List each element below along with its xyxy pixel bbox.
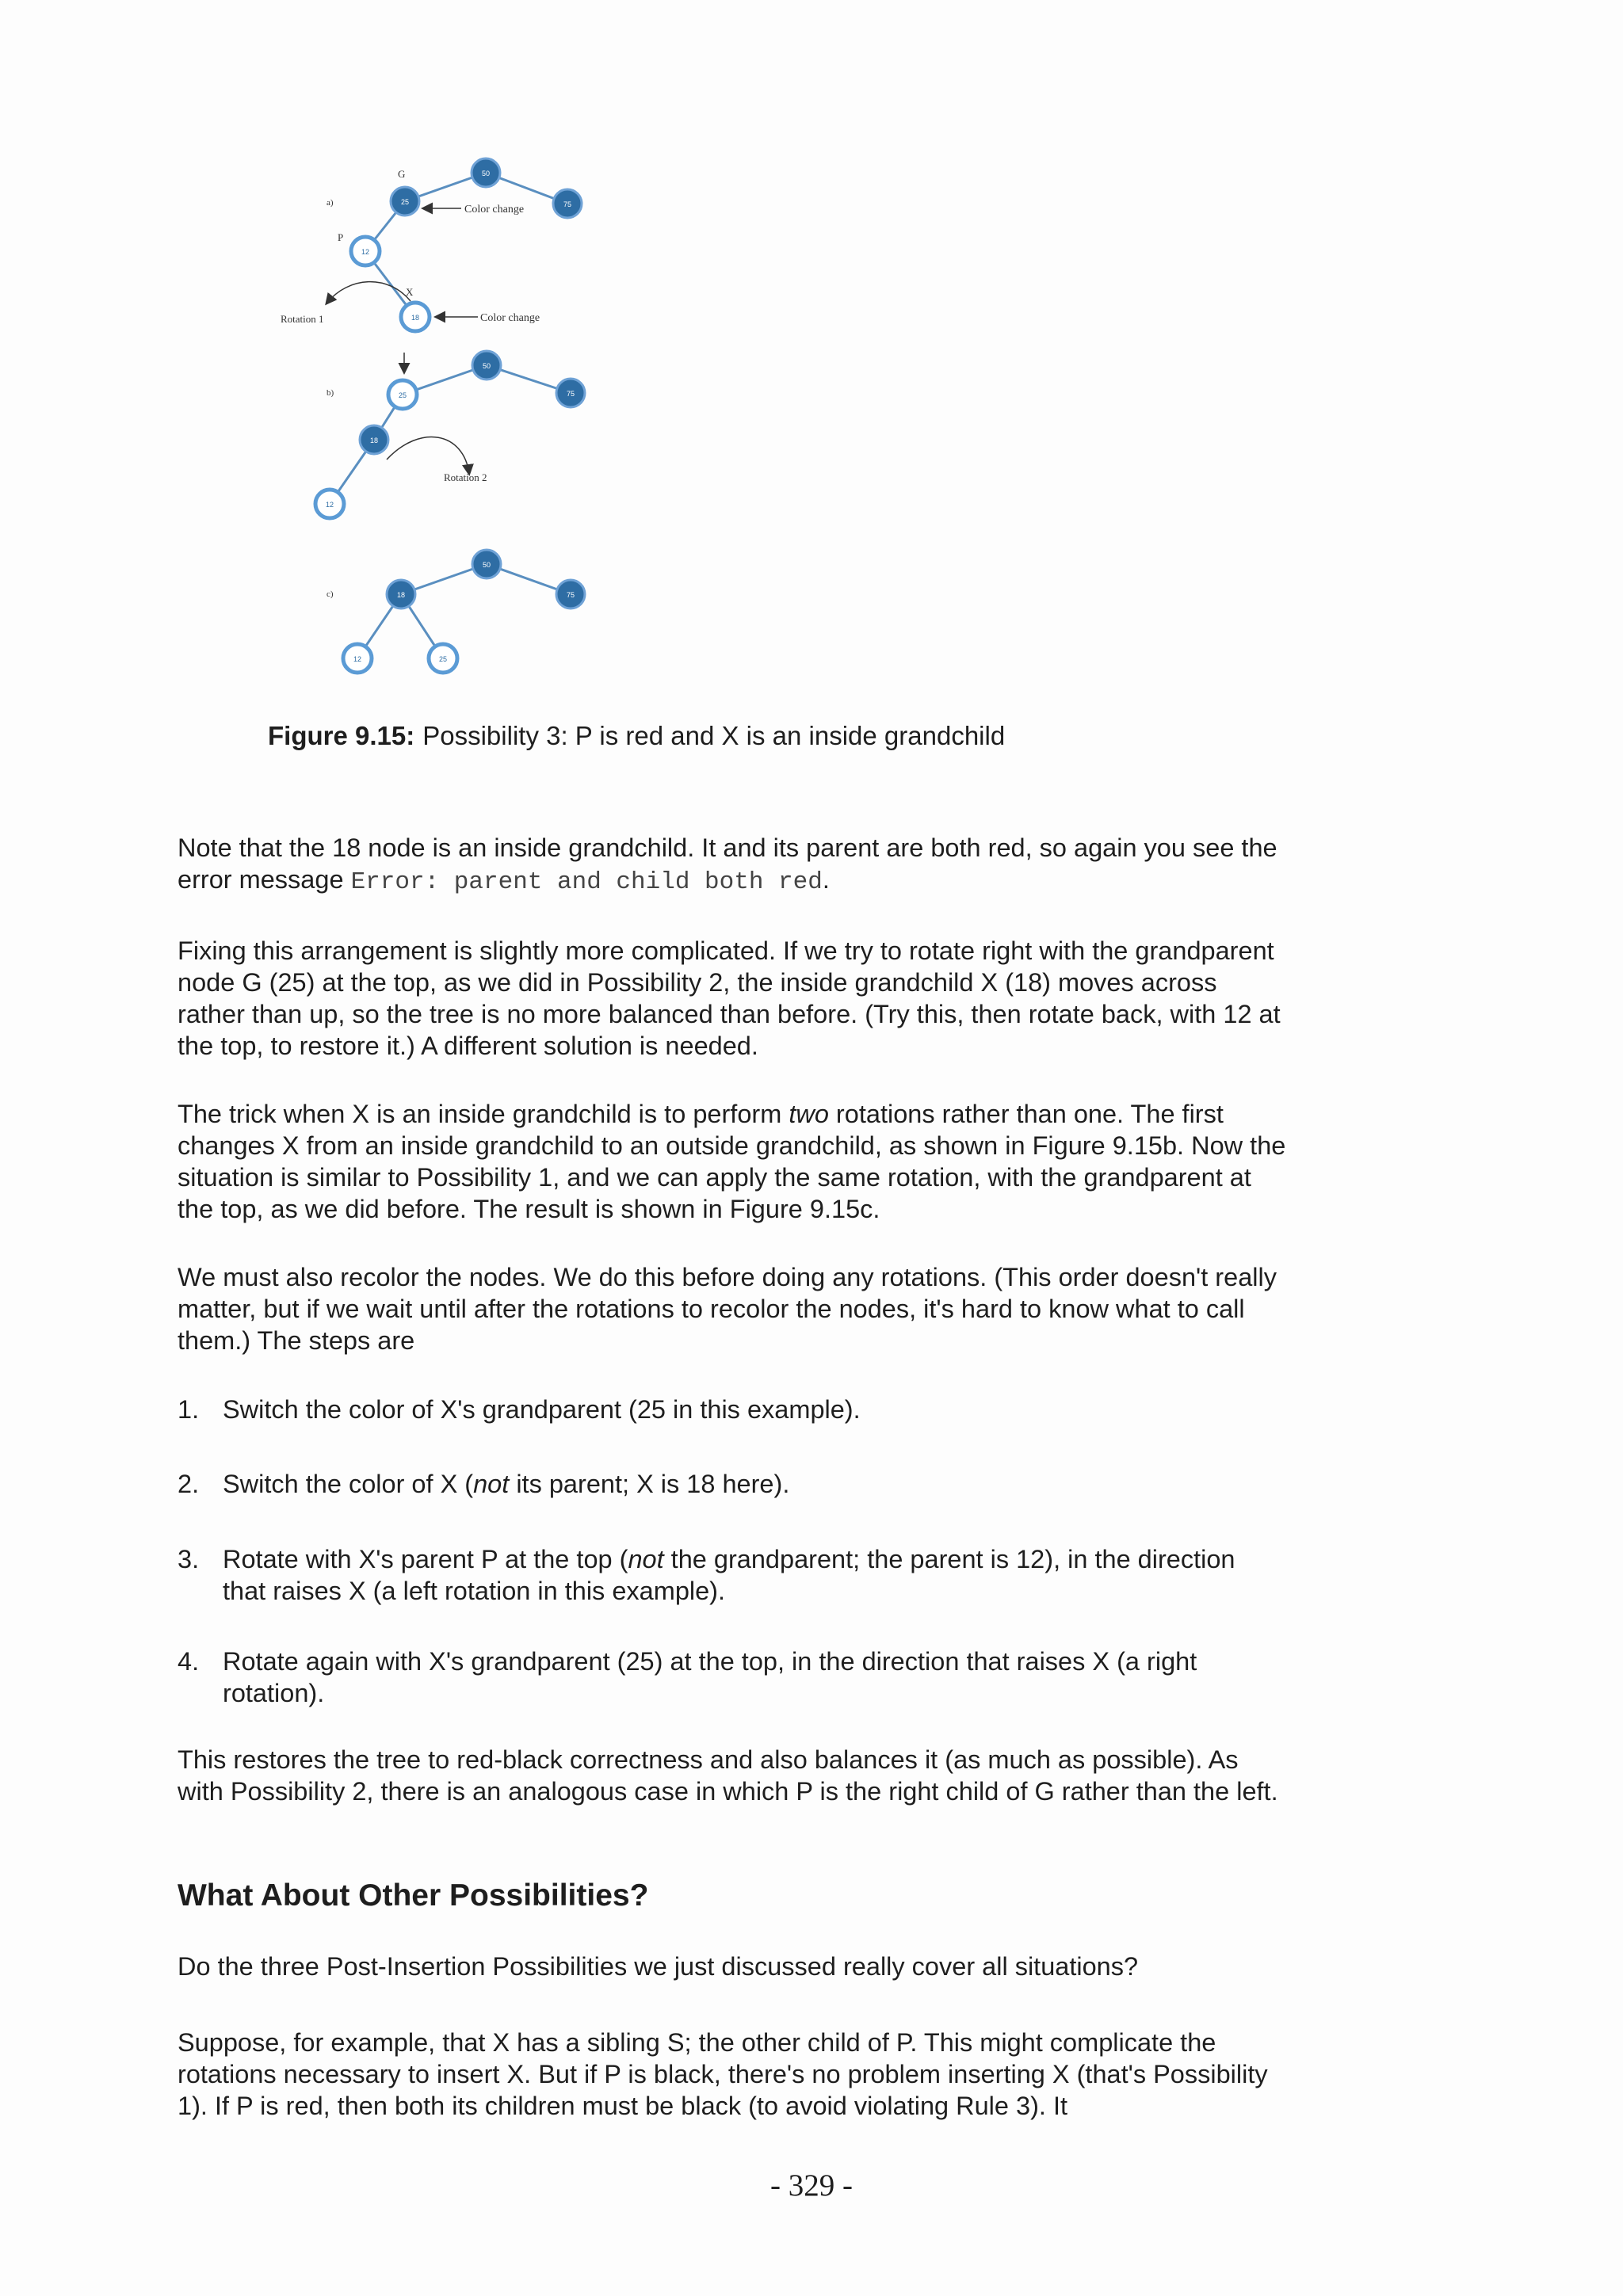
- svg-text:75: 75: [563, 200, 572, 208]
- paragraph-4: We must also recolor the nodes. We do this before doing any rotations. (This order doesn't really matter, but if we wait until after the rotations to recolor the nodes, it's hard to know what to call them.) The steps are: [178, 1263, 1277, 1355]
- label-color-change-2: Color change: [480, 312, 540, 324]
- diagram-part-b: [315, 351, 585, 518]
- paragraph-7: Suppose, for example, that X has a sibling S; the other child of P. This might complicate the rotations necessary to insert X. But if P is black, there's no problem inserting X (that's Possibility 1). If P is red, then both its children must be black (to avoid violating Rule 3). It: [178, 2028, 1268, 2120]
- paragraph-5: This restores the tree to red-black correctness and also balances it (as much as possible). As with Possibility 2, there is an analogous case in which P is the right child of G rather than the left.: [178, 1745, 1278, 1806]
- svg-text:25: 25: [398, 391, 407, 399]
- node-75-black: [553, 189, 582, 218]
- paragraph-1: Note that the 18 node is an inside grandchild. It and its parent are both red, so again you see the error message Error: parent and child both red.: [178, 833, 1277, 896]
- figure-caption: [268, 718, 1005, 754]
- label-P: P: [338, 231, 344, 243]
- node-12-red: [315, 490, 344, 518]
- node-25-red: [388, 380, 417, 409]
- svg-text:12: 12: [325, 501, 334, 509]
- label-b: b): [327, 388, 334, 398]
- svg-text:18: 18: [396, 591, 406, 599]
- section-heading: What About Other Possibilities?: [178, 1878, 649, 1913]
- node-12-red: [351, 237, 380, 265]
- label-a: a): [327, 198, 334, 208]
- node-12-red: [343, 644, 372, 673]
- figure-caption-text: Possibility 3: P is red and X is an inside grandchild: [422, 721, 1006, 750]
- paragraph-3: The trick when X is an inside grandchild is to perform two rotations rather than one. The first changes X from an inside grandchild to an outside grandchild, as shown in Figure 9.15b. Now the situation is similar to Possibility 1, and we can apply the same rotation, with the grandparent at the top, as we did before. The result is shown in Figure 9.15c.: [178, 1100, 1286, 1223]
- error-message-code: Error: parent and child both red: [350, 868, 823, 896]
- node-18-black: [387, 580, 415, 608]
- svg-text:25: 25: [438, 655, 448, 663]
- node-50-black: [472, 550, 501, 578]
- node-25-black: [391, 187, 419, 215]
- svg-text:25: 25: [400, 198, 410, 206]
- svg-text:50: 50: [482, 362, 491, 370]
- svg-text:50: 50: [481, 170, 491, 177]
- svg-text:18: 18: [369, 437, 379, 444]
- label-G: G: [398, 168, 406, 180]
- svg-text:50: 50: [482, 561, 491, 569]
- node-50-black: [472, 351, 501, 379]
- svg-text:75: 75: [566, 591, 575, 599]
- node-50-black: [472, 158, 500, 187]
- node-25-red: [429, 644, 457, 673]
- node-75-black: [556, 580, 585, 608]
- label-rotation-2: Rotation 2: [444, 471, 487, 483]
- node-75-black: [556, 379, 585, 407]
- node-18-black: [360, 425, 388, 454]
- svg-text:12: 12: [353, 655, 362, 663]
- label-c: c): [327, 589, 334, 599]
- label-color-change-1: Color change: [464, 204, 525, 215]
- diagram-part-c: [327, 550, 585, 673]
- page-number: - 329 -: [770, 2168, 853, 2203]
- label-X: X: [406, 286, 414, 298]
- node-18-red: [401, 303, 430, 331]
- figure-caption-label: Figure 9.15:: [268, 721, 415, 750]
- svg-text:12: 12: [361, 248, 370, 256]
- svg-text:18: 18: [411, 314, 420, 322]
- paragraph-6: Do the three Post-Insertion Possibilities we just discussed really cover all situations?: [178, 1952, 1139, 1981]
- label-rotation-1: Rotation 1: [281, 313, 324, 325]
- figure-9-15-diagram: [269, 143, 618, 681]
- diagram-part-a: [281, 158, 582, 331]
- svg-text:75: 75: [566, 390, 575, 398]
- paragraph-2: Fixing this arrangement is slightly more complicated. If we try to rotate right with the grandparent node G (25) at the top, as we did in Possibility 2, the inside grandchild X (18) moves across rather than up, so the tree is no more balanced than before. (Try this, then rotate back, with 12 at the top, to restore it.) A different solution is needed.: [178, 936, 1281, 1060]
